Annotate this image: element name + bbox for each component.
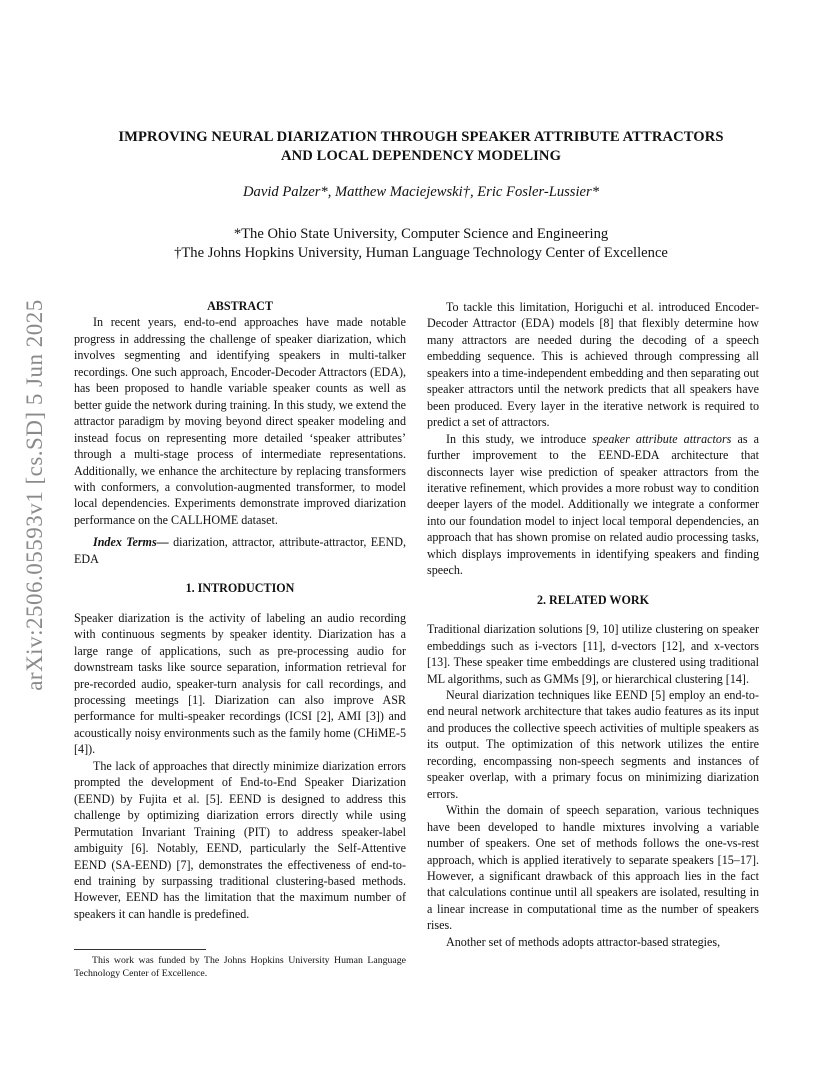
affiliation-osu: *The Ohio State University, Computer Science and Engineering — [233, 226, 609, 242]
intro-paragraph-3: To tackle this limitation, Horiguchi et al. introduced Encoder-Decoder Attractor (EDA) models [8] that flexibly determine how many attractors are needed during the decoding of a speech embedding sequence. This is achieved through compressing all speakers into a time-independent embedding and then separating out speaker attractors until the network predicts that all speakers have been produced. Every layer in the iterative network is required to predict a set of attractors. — [427, 300, 759, 430]
affiliation-jhu: †The Johns Hopkins University, Human Language Technology Center of Excellence — [174, 245, 668, 261]
related-paragraph-1: Traditional diarization solutions [9, 10] utilize clustering on speaker embeddings such as i-vectors [11], d-vectors [12], and x-vectors [13]. These speaker time embeddings are clustered using traditional ML algorithms, such as GMMs [9], or hierarchical clustering [14]. — [427, 622, 759, 686]
funding-footnote-text: This work was funded by The Johns Hopkins University Human Language Technology Center of Excellence. — [74, 955, 406, 979]
footnote-rule — [74, 949, 206, 950]
abstract-text: In recent years, end-to-end approaches have made notable progress in addressing the challenge of speaker diarization, which involves segmenting and identifying speakers in multi-talker recordings. One such approach, Encoder-Decoder Attractors (EDA), has been proposed to handle variable speaker counts as well as better guide the network during training. In this study, we extend the attractor paradigm by moving beyond direct speaker modeling and instead focus on representing more detailed ‘speaker attributes’ through a multi-stage process of intermediate representations. Additionally, we enhance the architecture by replacing transformers with conformers, a convolution-augmented transformer, to model local dependencies. Experiments demonstrate improved diarization performance on the CALLHOME dataset. — [74, 315, 406, 527]
p4-lead: In this study, we introduce — [446, 431, 593, 446]
funding-footnote — [74, 955, 406, 980]
related-paragraph-4: Another set of methods adopts attractor-based strategies, — [446, 934, 721, 949]
index-terms-label: Index Terms— — [93, 535, 169, 550]
related-work-heading: 2. RELATED WORK — [536, 592, 650, 607]
related-paragraph-3: Within the domain of speech separation, various techniques have been developed to handle mixtures involving a variable number of speakers. One set of methods follows the one-vs-rest approach, which is applied iteratively to separate speakers [15–17]. However, a significant drawback of this approach lies in the fact that calculations continue until all speakers are isolated, resulting in a linear increase in computational time as the number of speakers rises. — [427, 803, 759, 933]
related-paragraph-2: Neural diarization techniques like EEND [5] employ an end-to-end neural network architecture that takes audio features as its input and produces the collective speech activities of multiple speakers as its output. The optimization of this network utilizes the entire recording, encompassing non-speech segments and instances of speaker overlap, with a primary focus on minimizing diarization errors. — [427, 687, 759, 801]
intro-paragraph-4 — [427, 431, 759, 579]
index-terms — [74, 534, 406, 567]
arxiv-sidebar — [22, 299, 48, 691]
intro-paragraph-2: The lack of approaches that directly minimize diarization errors prompted the development of End-to-End Speaker Diarization (EEND) by Fujita et al. [5]. EEND is designed to address this challenge by optimizing diarization errors directly while using Permutation Invariant Training (PIT) to address speaker-label ambiguity [6]. Notably, EEND, particularly the Self-Attentive EEND (SA-EEND) [7], demonstrates the effectiveness of end-to-end training by surpassing traditional clustering-based methods. However, EEND has the limitation that the maximum number of speakers it can handle is predefined. — [74, 758, 406, 921]
p4-emphasis: speaker attribute attractors — [592, 431, 732, 446]
p4-rest: as a further improvement to the EEND-EDA architecture that disconnects layer wise prediction of speaker attractors from the iterative refinement, which provides a more robust way to condition deeper layers of the model. Additionally we integrate a conformer into our foundation model to inject local temporal dependencies, an approach that has shown promise on related audio processing tasks, which displays improvements in identifying speakers and finding speech. — [427, 431, 759, 578]
author-list: David Palzer*, Matthew Maciejewski†, Eric Fosler-Lussier* — [243, 184, 599, 200]
introduction-heading: 1. INTRODUCTION — [185, 581, 295, 596]
paper-title — [60, 128, 782, 166]
right-column — [427, 299, 759, 950]
intro-paragraph-1: Speaker diarization is the activity of labeling an audio recording with continuous segments by speaker identity. Diarization has a large range of applications, such as pre-processing audio for downstream tasks like source separation, information retrieval for pre-recorded audio, speaker-turn analysis for call recordings, and processing meetings [1]. Diarization can also improve ASR performance for multi-speaker recordings (ICSI [2], AMI [3]) and acoustically noisy environments such as the family home (CHiME-5 [4]). — [74, 610, 406, 757]
title-line-1: IMPROVING NEURAL DIARIZATION THROUGH SPEAKER ATTRIBUTE ATTRACTORS — [118, 129, 724, 145]
index-terms-list: diarization, attractor, attribute-attractor, EEND, EDA — [74, 535, 406, 566]
left-column — [74, 298, 406, 922]
arxiv-identifier: arXiv:2506.05593v1 [cs.SD] 5 Jun 2025 — [22, 299, 47, 691]
abstract-heading: ABSTRACT — [207, 299, 273, 313]
title-line-2: AND LOCAL DEPENDENCY MODELING — [280, 148, 562, 164]
